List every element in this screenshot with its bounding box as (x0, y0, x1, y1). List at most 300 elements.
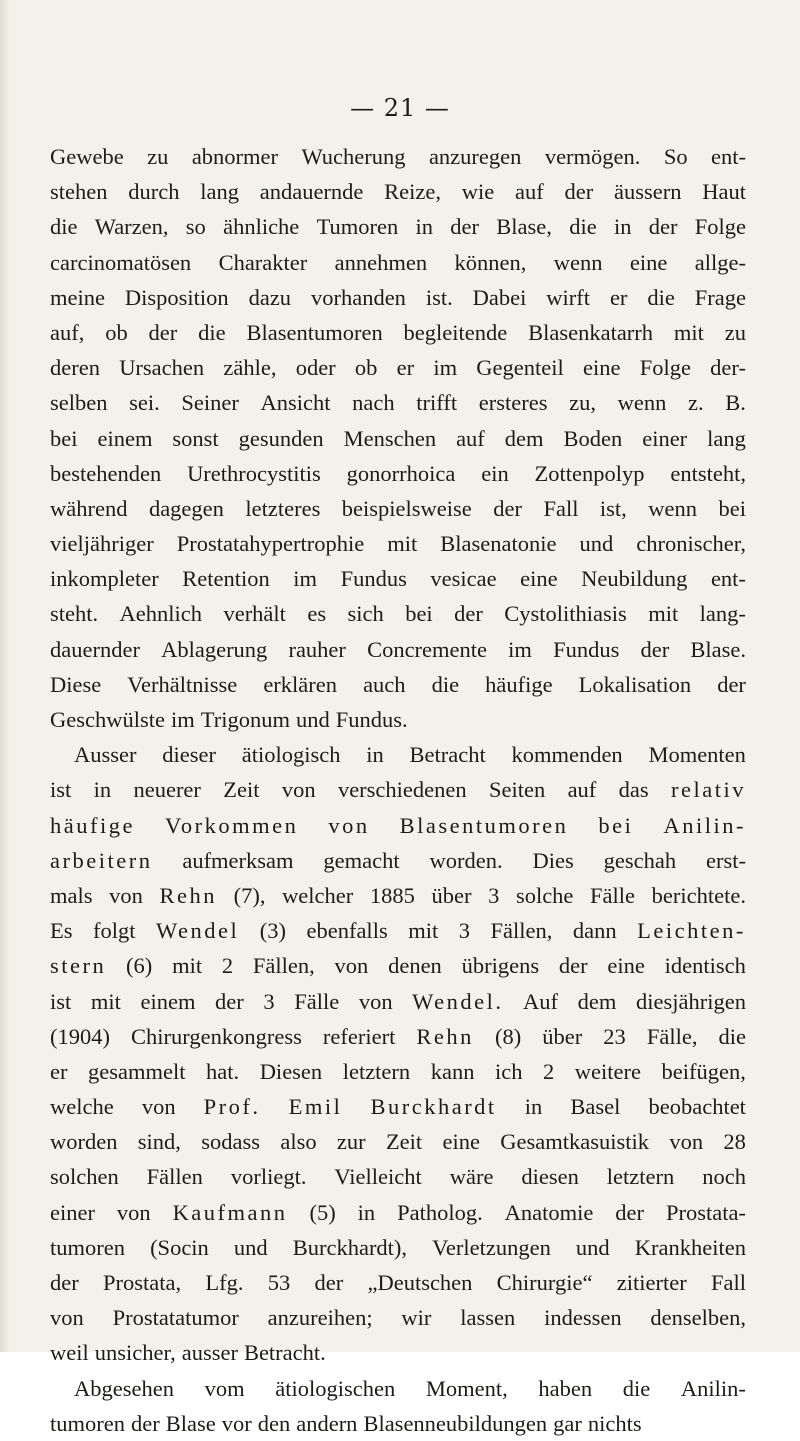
word: der (558, 953, 588, 979)
word: Wucherung (301, 144, 406, 169)
word: die (647, 284, 675, 310)
word: entsteht, (670, 460, 746, 486)
word: eine (629, 249, 668, 275)
word: von (141, 1094, 176, 1120)
word: die (50, 214, 78, 240)
word: vieljähriger (50, 531, 154, 557)
word: identisch (664, 953, 746, 979)
word: Gesamtkasuistik (500, 1129, 650, 1155)
word: Disposition (124, 284, 229, 310)
word: ist, (599, 495, 627, 521)
word: dauernder (50, 636, 140, 662)
text-line (50, 1019, 746, 1054)
word: der (648, 214, 678, 240)
word: Urethrocystitis (187, 460, 321, 486)
word: Gewebe (50, 144, 124, 169)
word: Emil (288, 1094, 343, 1120)
word: in (524, 1094, 543, 1120)
word: (6) (126, 953, 153, 979)
word: von (116, 1199, 151, 1225)
word: dem (504, 425, 544, 451)
word: Dies (532, 847, 574, 873)
word: mit (90, 988, 121, 1014)
word: verschiedenen (337, 777, 467, 803)
word: Anilin- (680, 1375, 746, 1401)
word: wirft (546, 284, 591, 310)
word: vesicae (430, 566, 497, 592)
word: zur (336, 1129, 366, 1155)
word: steht. (50, 601, 99, 627)
word: Ursachen (119, 355, 205, 381)
word: und (579, 531, 614, 557)
word: Fällen, (252, 953, 315, 979)
text-line (50, 596, 746, 631)
word: Patholog. (397, 1199, 483, 1225)
word: Reize, (384, 179, 442, 205)
word: abnormer (191, 144, 279, 169)
word: 2 (221, 953, 234, 979)
word: ist (50, 777, 72, 803)
text-line (50, 456, 746, 491)
word: solchen (50, 1164, 119, 1190)
word: erklären (263, 671, 338, 697)
word: häufige (485, 671, 553, 697)
word: So (663, 144, 688, 169)
text-line (50, 1406, 746, 1441)
word: Ansicht (260, 390, 331, 416)
word: Burckhardt (370, 1094, 497, 1120)
word: Fällen (146, 1164, 203, 1190)
word: die (622, 1375, 651, 1401)
word: (3) (259, 918, 286, 944)
word: der (564, 179, 594, 205)
word: in (357, 1199, 376, 1225)
word: Blasentumoren (399, 812, 569, 838)
word: ich (494, 1058, 523, 1084)
word: aufmerksam (182, 847, 294, 873)
word: denen (388, 953, 442, 979)
word: sodass (201, 1129, 261, 1155)
word: ent- (711, 144, 746, 169)
word: hat. (206, 1058, 240, 1084)
word: geschah (603, 847, 677, 873)
word: über (542, 1023, 583, 1049)
word: letzteres (245, 495, 321, 521)
word: Menschen (343, 425, 437, 451)
text-line (50, 1335, 746, 1370)
word: die (718, 1023, 746, 1049)
word: mit (648, 601, 679, 627)
word: durch (128, 179, 180, 205)
word: der (615, 1199, 645, 1225)
word: der (450, 214, 480, 240)
word: Kaufmann (172, 1199, 288, 1225)
word: im (293, 566, 318, 592)
word: Fundus (340, 566, 407, 592)
word: Warzen, (94, 214, 169, 240)
word: Momenten (648, 742, 746, 768)
word: folgt (93, 918, 136, 944)
word: trifft (416, 390, 458, 416)
word: Prostatatumor (112, 1305, 239, 1331)
word: Anilin- (663, 812, 746, 838)
word: mit (408, 918, 439, 944)
word: auf, (50, 319, 85, 345)
word: wie (461, 179, 495, 205)
word: Prostata- (665, 1199, 746, 1225)
word: sei. (129, 390, 160, 416)
word: carcinomatösen (50, 249, 192, 275)
word: chronischer, (636, 531, 746, 557)
text-line (50, 667, 746, 702)
word: meine (50, 284, 105, 310)
word: neuerer (133, 777, 201, 803)
word: Wendel (156, 918, 240, 944)
word: Cystolithiasis (504, 601, 627, 627)
word: 2 (543, 1058, 555, 1084)
word: (5) (309, 1199, 336, 1225)
word: Ausser (74, 742, 137, 768)
word: zitierter (616, 1270, 687, 1295)
word: beifügen, (661, 1058, 746, 1084)
word: beispielsweise (341, 495, 472, 521)
word: er (50, 1058, 68, 1084)
word: kann (430, 1058, 475, 1084)
word: Blasenkatarrh (528, 319, 654, 345)
text-line (50, 772, 746, 807)
word: zu (147, 144, 169, 169)
word: Haut (702, 179, 746, 205)
word: und (295, 707, 330, 732)
word: häufige (50, 812, 135, 838)
word: ob (105, 319, 128, 345)
word: in (613, 214, 632, 240)
word: Folge (639, 355, 691, 381)
word: von (328, 812, 370, 838)
word: Blasenneubildungen (363, 1410, 548, 1436)
word: z. (688, 390, 704, 416)
word: Fundus (553, 636, 620, 662)
word: Abgesehen (74, 1375, 174, 1401)
text-line (50, 1124, 746, 1159)
word: diesjährigen (635, 988, 746, 1014)
word: inkompleter (50, 566, 159, 592)
word: Fälle (294, 988, 340, 1014)
word: die (198, 319, 226, 345)
text-line (50, 209, 746, 244)
word: Rehn (416, 1023, 474, 1049)
text-line (50, 421, 746, 456)
word: sonst (172, 425, 219, 451)
word: solche (515, 882, 574, 908)
word: im (508, 636, 532, 662)
word: mals (50, 882, 93, 908)
word: also (280, 1129, 317, 1155)
word: Wendel. (412, 988, 504, 1014)
word: der (314, 1270, 344, 1295)
word: wenn (617, 390, 667, 416)
word: von (358, 988, 393, 1014)
word: bei (718, 495, 746, 521)
word: gemacht (323, 847, 400, 873)
word: in (415, 214, 434, 240)
word: der (454, 601, 483, 627)
word: einem (97, 425, 153, 451)
word: einem (140, 988, 196, 1014)
word: Verletzungen (432, 1234, 551, 1260)
text-line (50, 843, 746, 878)
word: zu (724, 319, 746, 345)
word: annehmen (334, 249, 428, 275)
word: Fall (710, 1270, 746, 1295)
word: ätiologisch (241, 742, 341, 768)
word: 1885 (369, 882, 415, 908)
word: Diese (50, 671, 102, 697)
word: Es (50, 918, 73, 944)
word: dazu (248, 284, 292, 310)
word: stern (50, 953, 107, 979)
word: Krankheiten (634, 1234, 746, 1260)
word: weitere (574, 1058, 642, 1084)
word: „Deutschen (367, 1270, 473, 1295)
word: bei (598, 812, 634, 838)
word: Verhältnisse (127, 671, 238, 697)
word: Prostatahypertrophie (176, 531, 365, 557)
word: Burckhardt), (292, 1234, 408, 1260)
text-line (50, 702, 746, 737)
word: 3 (488, 882, 500, 908)
word: Prof. (203, 1094, 261, 1120)
word: von (109, 882, 143, 908)
word: Anatomie (504, 1199, 594, 1225)
word: es (307, 601, 327, 627)
word: weil (50, 1340, 89, 1366)
word: (1904) (50, 1023, 110, 1049)
word: Zeit (385, 1129, 423, 1155)
word: Trigonum (200, 707, 290, 732)
word: Chirurgenkongress (131, 1023, 302, 1049)
word: dem (577, 988, 617, 1014)
word: so (185, 214, 206, 240)
word: das (618, 777, 649, 803)
word: andern (296, 1410, 358, 1436)
word: arbeitern (50, 847, 153, 873)
word: bei (405, 601, 433, 627)
word: Vorkommen (165, 812, 299, 838)
word: tumoren (50, 1410, 125, 1436)
word: ebenfalls (306, 918, 388, 944)
word: lang- (699, 601, 746, 627)
word: und (233, 1234, 268, 1260)
word: wäre (449, 1164, 494, 1190)
word: Betracht. (243, 1340, 326, 1366)
word: zu, (569, 390, 596, 416)
word: B. (725, 390, 746, 416)
word: worden. (429, 847, 503, 873)
word: ätiologischen (275, 1375, 396, 1401)
word: der (493, 495, 522, 521)
word: Lokalisation (578, 671, 692, 697)
text-line (50, 737, 746, 772)
word: dann (572, 918, 617, 944)
word: oder (295, 355, 336, 381)
word: gar (553, 1410, 582, 1436)
word: wir (401, 1305, 432, 1331)
word: wenn (648, 495, 698, 521)
word: können, (454, 249, 527, 275)
text-line (50, 280, 746, 315)
word: Fälle, (646, 1023, 698, 1049)
word: ersteres (478, 390, 548, 416)
word: Boden (563, 425, 623, 451)
word: der (50, 1270, 79, 1295)
word: Concremente (367, 636, 488, 662)
word: Basel (570, 1094, 621, 1120)
word: beobachtet (648, 1094, 746, 1120)
word: lassen (460, 1305, 516, 1331)
word: vom (204, 1375, 245, 1401)
word: begleitende (403, 319, 508, 345)
word: (8) (494, 1023, 522, 1049)
word: mit (673, 319, 704, 345)
word: gonorrhoica (346, 460, 456, 486)
word: Folge (694, 214, 746, 240)
word: lang (200, 179, 239, 205)
word: sich (347, 601, 384, 627)
word: Zottenpolyp (534, 460, 645, 486)
word: ist. (425, 284, 453, 310)
word: Lfg. (205, 1270, 244, 1295)
word: auch (363, 671, 406, 697)
text-line (50, 1230, 746, 1265)
word: einer (642, 425, 688, 451)
word: dagegen (148, 495, 224, 521)
word: 28 (723, 1129, 746, 1155)
word: zähle, (223, 355, 277, 381)
word: wenn (553, 249, 603, 275)
word: anzuregen (428, 144, 522, 169)
text-line (50, 245, 746, 280)
text-line (50, 913, 746, 948)
word: bei (50, 425, 78, 451)
word: Blasenatonie (440, 531, 557, 557)
text-line (50, 808, 746, 843)
text-line (50, 174, 746, 209)
word: diesen (521, 1164, 579, 1190)
word: äussern (613, 179, 682, 205)
word: Moment, (425, 1375, 508, 1401)
text-line (50, 385, 746, 420)
word: Prostata, (102, 1270, 182, 1295)
word: von (334, 953, 369, 979)
word: übrigens (461, 953, 540, 979)
text-line (50, 1371, 746, 1406)
word: Fundus. (335, 707, 408, 732)
word: stehen (50, 179, 108, 205)
word: Ablagerung (161, 636, 268, 662)
text-line (50, 632, 746, 667)
word: 3 (263, 988, 275, 1014)
word: gesammelt (88, 1058, 186, 1084)
text-line (50, 491, 746, 526)
word: Gegenteil (476, 355, 564, 381)
word: Leichten- (637, 918, 746, 944)
word: in (366, 742, 384, 768)
word: nichts (587, 1410, 642, 1436)
word: welche (50, 1094, 114, 1120)
word: Seiner (181, 390, 239, 416)
word: referiert (322, 1023, 396, 1049)
word: sind, (137, 1129, 181, 1155)
word: selben (50, 390, 108, 416)
word: er (609, 284, 628, 310)
word: berichtete. (651, 882, 746, 908)
word: der (640, 636, 670, 662)
page-number: — 21 — (350, 94, 450, 122)
word: Rehn (159, 882, 217, 908)
word: lang (707, 425, 746, 451)
text-line (50, 1300, 746, 1335)
word: eine (607, 953, 645, 979)
word: Fälle (590, 882, 636, 908)
word: anzureihen; (267, 1305, 373, 1331)
word: die (569, 214, 597, 240)
word: vermögen. (544, 144, 641, 169)
word: 53 (267, 1270, 291, 1295)
word: im (433, 355, 458, 381)
word: nach (352, 390, 395, 416)
word: im (170, 707, 195, 732)
word: eine (582, 355, 621, 381)
word: der (130, 1410, 160, 1436)
word: den (257, 1410, 291, 1436)
word: letztern (342, 1058, 411, 1084)
word: ein (481, 460, 509, 486)
word: Fall (543, 495, 579, 521)
word: verhält (223, 601, 286, 627)
word: einer (50, 1199, 95, 1225)
page-edge-shadow (0, 0, 10, 1352)
word: Retention (182, 566, 270, 592)
word: 23 (603, 1023, 626, 1049)
word: Blase. (690, 636, 746, 662)
word: vor (221, 1410, 252, 1436)
word: relativ (670, 777, 746, 803)
word: Fällen, (490, 918, 553, 944)
word: Auf (523, 988, 559, 1014)
word: Aehnlich (119, 601, 203, 627)
text-line (50, 1195, 746, 1230)
word: Frage (694, 284, 746, 310)
word: vorhanden (310, 284, 406, 310)
word: während (50, 495, 128, 521)
word: von (669, 1129, 704, 1155)
word: Neubildung (581, 566, 688, 592)
word: denselben, (650, 1305, 746, 1331)
word: unsicher, (94, 1340, 176, 1366)
word: ähnliche (223, 214, 300, 240)
word: eine (520, 566, 558, 592)
text-line (50, 561, 746, 596)
word: letztern (606, 1164, 675, 1190)
text-line (50, 984, 746, 1019)
word: ausser (181, 1340, 238, 1366)
word: Chirurgie“ (496, 1270, 593, 1295)
word: von (281, 777, 316, 803)
word: welcher (282, 882, 354, 908)
word: Tumoren (316, 214, 399, 240)
word: haben (538, 1375, 593, 1401)
